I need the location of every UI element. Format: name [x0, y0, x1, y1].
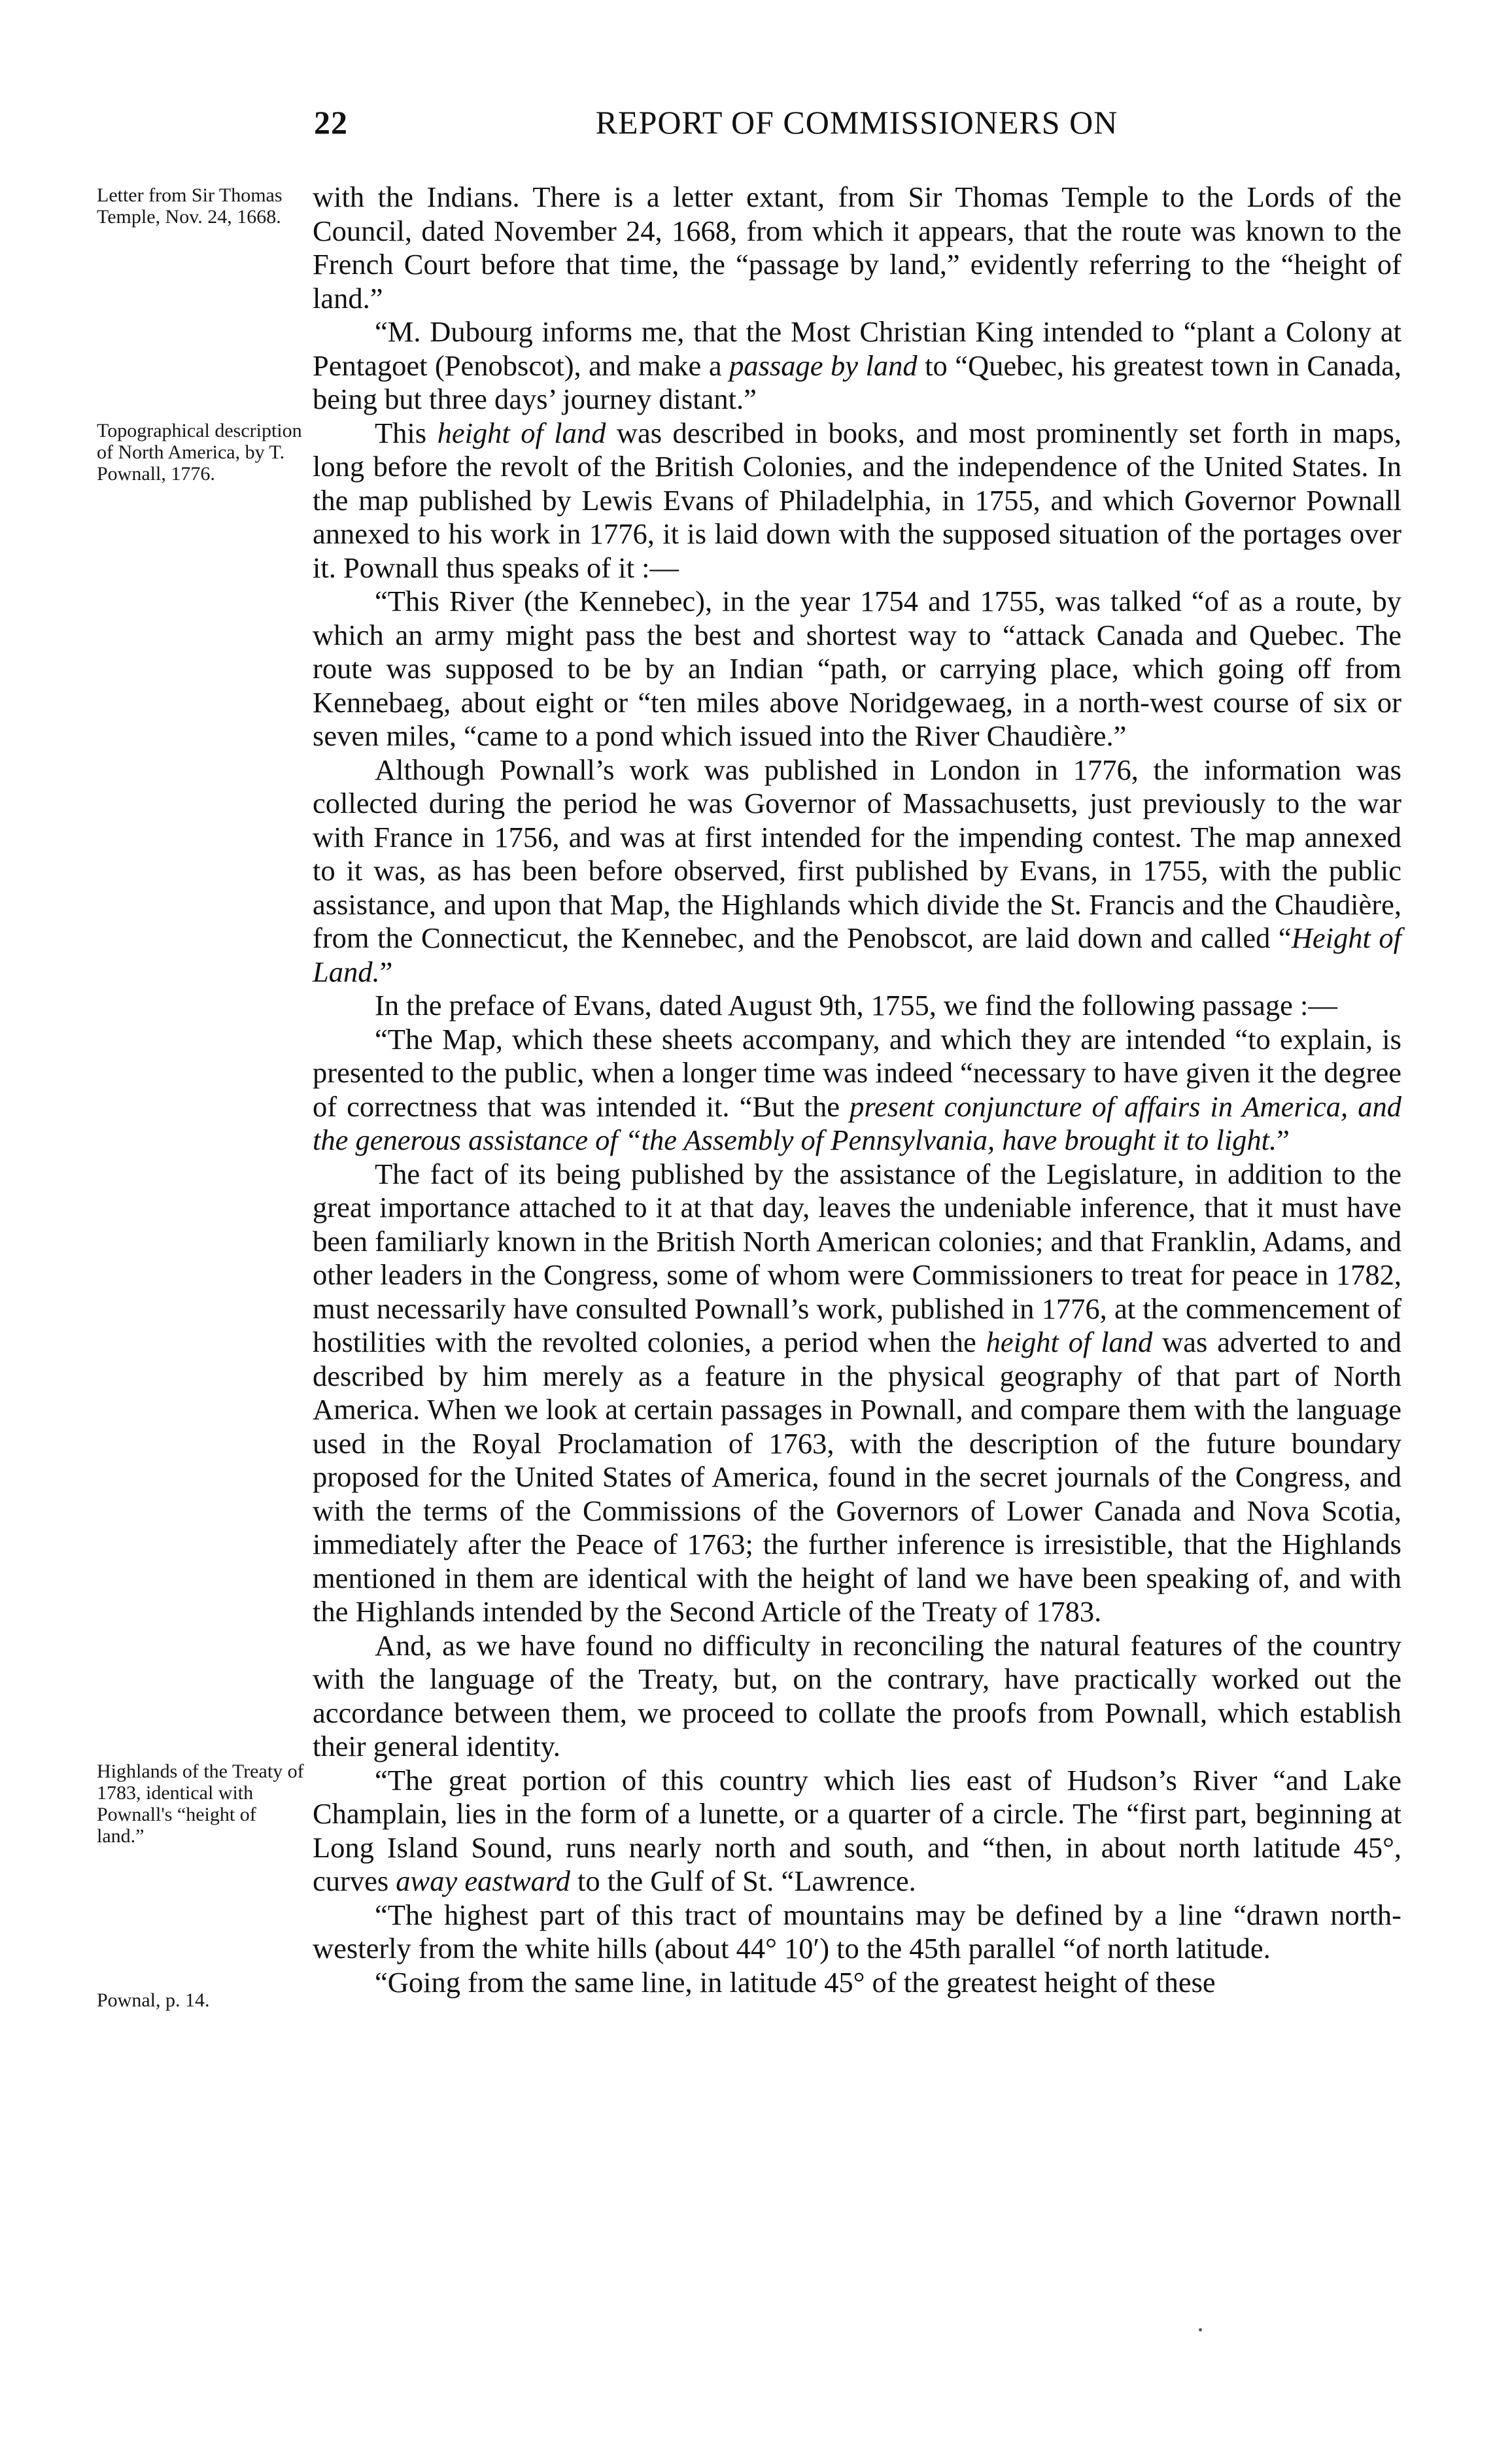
margin-note-pownal-page: Pownal, p. 14.	[97, 1989, 210, 2011]
quote-paragraph: “This River (the Kennebec), in the year 1754 and 1755, was talked “of as a route, by which an army might pass the best and shortest way to “attack Canada and Quebec. The route was supposed to be by an Indian “path, or carrying place, which going off from Kennebaeg, about eight or “ten miles above Noridgewaeg, in a north-west course of six or seven miles, “came to a pond which issued into the River Chaudière.”	[313, 585, 1401, 752]
quote-paragraph: “M. Dubourg informs me, that the Most Christian King intended to “plant a Colony at Pentagoet (Penobscot), and make a passage by land to “Quebec, his greatest town in Canada, being but three days’ journey distant.”	[313, 315, 1401, 415]
paragraph: with the Indians. There is a letter extant, from Sir Thomas Temple to the Lords of the Council, dated November 24, 1668, from which it appears, that the route was known to the French Court before that time, the “passage by land,” evidently referring to the “height of land.”	[313, 180, 1401, 315]
paragraph: And, as we have found no difficulty in reconciling the natural features of the country with the language of the Treaty, but, on the contrary, have practically worked out the accordance between them, we proceed to collate the proofs from Pownall, which establish their general identity.	[313, 1628, 1401, 1762]
quote-paragraph: “The Map, which these sheets accompany, and which they are intended “to explain, is presented to the public, when a longer time was indeed “necessary to have given it the degree of correctness that was intended it. “But the present conjuncture of affairs in America, and the generous assistance of “the Assembly of Pennsylvania, have brought it to light.”	[313, 1022, 1401, 1156]
quote-paragraph: “The great portion of this country which lies east of Hudson’s River “and Lake Champlain, lies in the form of a lunette, or a quarter of a circle. The “first part, beginning at Long Island Sound, runs nearly north and south, and “then, in about north latitude 45°, curves away eastward to the Gulf of St. “Lawrence.	[313, 1763, 1401, 1897]
quote-paragraph: “The highest part of this tract of mountains may be defined by a line “drawn north-westerly from the white hills (about 44° 10′) to the 45th parallel “of north latitude.	[313, 1898, 1401, 1965]
paragraph: This height of land was described in books, and most prominently set forth in maps, long before the revolt of the British Colonies, and the independence of the United States. In the map published by Lewis Evans of Philadelphia, in 1755, and which Governor Pownall annexed to his work in 1776, it is laid down with the supposed situation of the portages over it. Pownall thus speaks of it :—	[313, 416, 1401, 584]
ink-speck	[1199, 2328, 1202, 2331]
margin-note-temple-letter: Letter from Sir Thomas Temple, Nov. 24, 1668.	[97, 184, 283, 228]
paragraph: The fact of its being published by the assistance of the Legislature, in addition to the great importance attached to it at that day, leaves the undeniable inference, that it must have been familiarly known in the British North American colonies; and that Franklin, Adams, and other leaders in the Congress, some of whom were Commissioners to treat for peace in 1782, must necessarily have consulted Pownall’s work, published in 1776, at the commencement of hostilities with the revolted colonies, a period when the height of land was adverted to and described by him merely as a feature in the physical geography of that part of North America. When we look at certain passages in Pownall, and compare them with the language used in the Royal Proclamation of 1763, with the description of the future boundary proposed for the United States of America, found in the secret journals of the Congress, and with the terms of the Commissions of the Governors of Lower Canada and Nova Scotia, immediately after the Peace of 1763; the further inference is irresistible, that the Highlands mentioned in them are identical with the height of land we have been speaking of, and with the Highlands intended by the Second Article of the Treaty of 1783.	[313, 1157, 1401, 1628]
body-text	[313, 180, 1401, 1999]
margin-note-pownall-description: Topographical description of North America, by T. Pownall, 1776.	[97, 420, 302, 485]
running-title: REPORT OF COMMISSIONERS ON	[595, 104, 1118, 141]
page-number: 22	[314, 104, 348, 141]
quote-paragraph: “Going from the same line, in latitude 45° of the greatest height of these	[375, 1965, 1216, 1999]
paragraph: In the preface of Evans, dated August 9th, 1755, we find the following passage :—	[375, 989, 1337, 1022]
margin-note-highlands-identical: Highlands of the Treaty of 1783, identical with Pownall's “height of land.”	[97, 1761, 304, 1847]
paragraph: Although Pownall’s work was published in London in 1776, the information was collected during the period he was Governor of Massachusetts, just previously to the war with France in 1756, and was at first intended for the impending contest. The map annexed to it was, as has been before observed, first published by Evans, in 1755, with the public assistance, and upon that Map, the Highlands which divide the St. Francis and the Chaudière, from the Connecticut, the Kennebec, and the Penobscot, are laid down and called “Height of Land.”	[313, 753, 1401, 988]
page-header	[307, 103, 1406, 149]
